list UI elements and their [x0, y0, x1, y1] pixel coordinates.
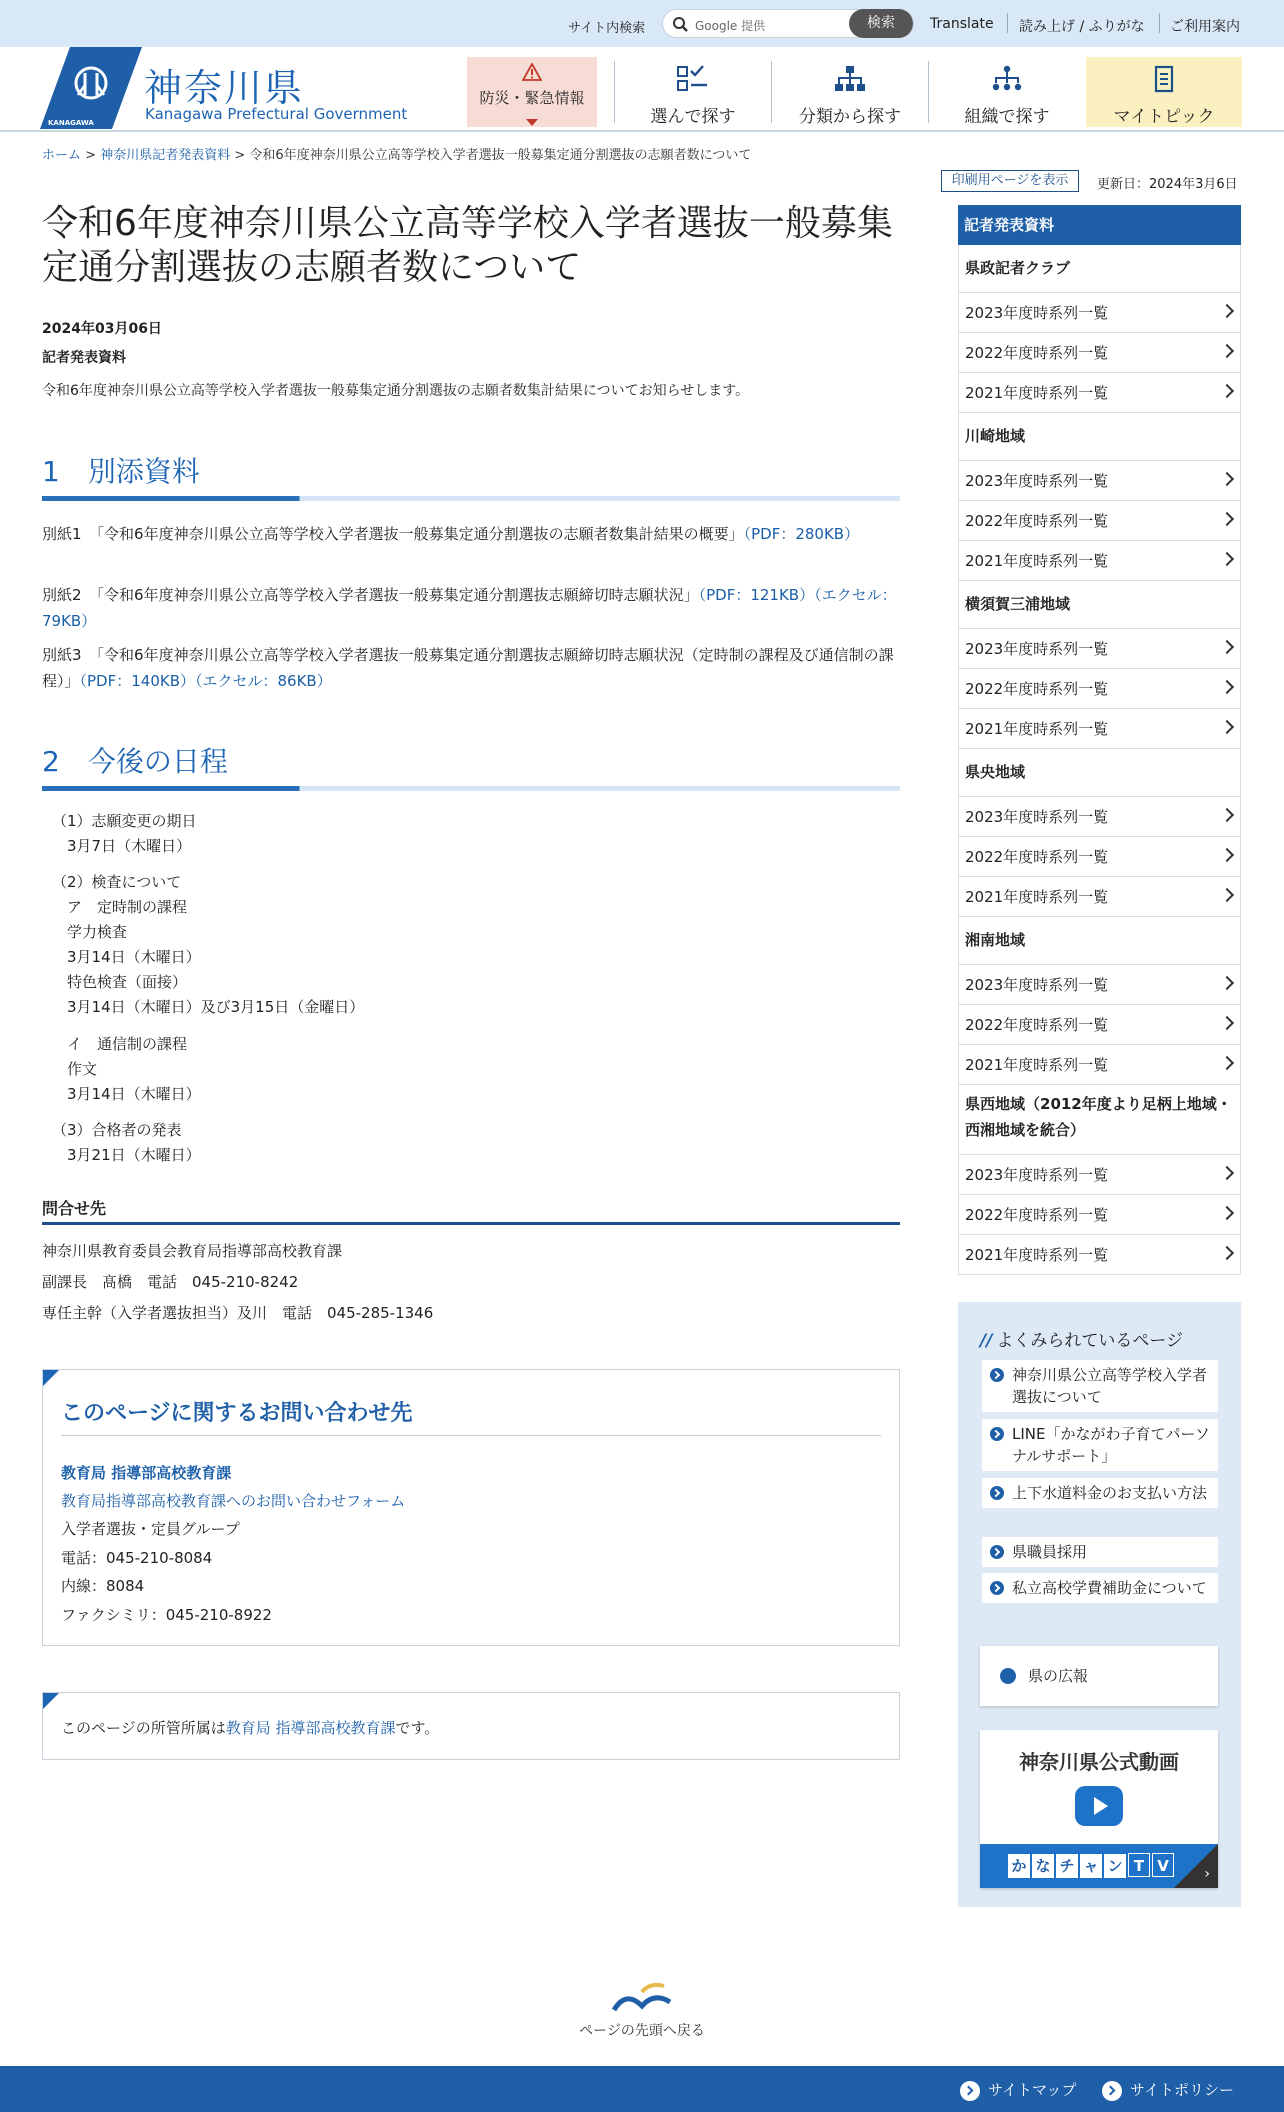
attachment-label: 別紙2 「令和6年度神奈川県公立高等学校入学者選抜一般募集定通分割選抜志願締切時志願状況」 [42, 586, 699, 604]
attachment-item [42, 521, 900, 547]
owner-text [61, 1717, 439, 1738]
nav-label: 組織で探す [964, 107, 1050, 127]
play-icon [1075, 1786, 1123, 1826]
logo-subtitle: Kanagawa Prefectural Government [145, 105, 408, 123]
contact-heading-text: 問合せ先 [42, 1199, 107, 1218]
sidebar-item-label: 2022年度時系列一覧 [965, 848, 1109, 866]
sidebar-item-label: 2021年度時系列一覧 [965, 552, 1109, 570]
translate-link[interactable]: Translate [930, 16, 994, 32]
breadcrumb-separator: > [230, 148, 250, 163]
sidebar-item-label: 2022年度時系列一覧 [965, 680, 1109, 698]
schedule-line: 作文 [52, 1060, 98, 1078]
popular-title [980, 1326, 1183, 1351]
schedule-line: 3月21日（木曜日） [52, 1146, 201, 1164]
chevron-right-icon [1220, 848, 1234, 862]
inquiry-tel: 電話：045-210-8084 [61, 1549, 213, 1567]
sidebar-item[interactable] [958, 1195, 1241, 1235]
kanachan-tv-char: ャ [1080, 1854, 1102, 1878]
chevron-right-icon [1220, 640, 1234, 654]
breadcrumb-parent[interactable]: 神奈川県記者発表資料 [100, 148, 231, 163]
sidebar-item-label: 2023年度時系列一覧 [965, 1166, 1109, 1184]
sidebar-item[interactable] [958, 333, 1241, 373]
popular-item[interactable] [982, 1478, 1218, 1508]
popular-item-label: 私立高校学費補助金について [1012, 1579, 1207, 1597]
schedule-line: 3月14日（木曜日） [52, 1085, 201, 1103]
footer-link-label: サイトマップ [988, 2081, 1077, 2099]
section-heading-text: 1 別添資料 [42, 455, 200, 488]
sidebar-item-label: 2021年度時系列一覧 [965, 1056, 1109, 1074]
kanagawa-logo[interactable] [40, 47, 142, 133]
sidebar-item[interactable] [958, 501, 1241, 541]
chevron-right-icon [1220, 1056, 1234, 1070]
owner-suffix: です。 [395, 1719, 440, 1737]
attachment-label: 別紙1 「令和6年度神奈川県公立高等学校入学者選抜一般募集定通分割選抜の志願者数集計結果の概要」 [42, 525, 744, 543]
popular-item-label: 上下水道料金のお支払い方法 [1012, 1484, 1208, 1502]
sidebar-item-label: 2021年度時系列一覧 [965, 888, 1109, 906]
sidebar-item-label: 2023年度時系列一覧 [965, 640, 1109, 658]
search-placeholder: Google 提供 [695, 19, 766, 33]
chevron-right-icon [1220, 304, 1234, 318]
hierarchy-icon [834, 65, 866, 93]
video-title: 神奈川県公式動画 [1019, 1750, 1179, 1774]
site-search-label: サイト内検索 [568, 21, 646, 36]
breadcrumb-current: 令和6年度神奈川県公立高等学校入学者選抜一般募集定通分割選抜の志願者数について [249, 148, 752, 163]
inquiry-title: このページに関するお問い合わせ先 [61, 1401, 413, 1426]
sidebar-press-releases [958, 205, 1241, 1275]
sidebar-item-label: 2021年度時系列一覧 [965, 1246, 1109, 1264]
excel-link[interactable]: （エクセル：79KB） [42, 586, 897, 630]
chevron-right-icon [1220, 808, 1234, 822]
logo-badge: KANAGAWA [48, 119, 94, 127]
read-aloud-link[interactable]: 読み上げ / ふりがな [1019, 19, 1145, 35]
owner-prefix: このページの所管所属は [61, 1719, 226, 1737]
inquiry-group: 入学者選抜・定員グループ [61, 1520, 240, 1538]
sidebar-group-heading[interactable]: 県政記者クラブ [958, 245, 1241, 293]
chevron-right-icon [1220, 384, 1234, 398]
chevron-circle-icon [990, 1427, 1004, 1441]
koho-label: 県の広報 [1028, 1667, 1089, 1685]
footer-link-label: サイトポリシー [1130, 2081, 1234, 2099]
breadcrumb-home[interactable]: ホーム [42, 148, 82, 163]
kanachan-tv-logo [1008, 1853, 1176, 1879]
contact-line: 神奈川県教育委員会教育局指導部高校教育課 [42, 1242, 343, 1260]
owner-box [42, 1692, 900, 1760]
heading-underline [42, 496, 900, 501]
contact-line: 副課長 髙橋 電話 045-210-8242 [42, 1273, 299, 1291]
schedule-block [52, 809, 197, 859]
schedule-block [52, 870, 364, 1020]
popular-item[interactable] [982, 1419, 1218, 1471]
chevron-circle-icon [990, 1581, 1004, 1595]
nav-my-topic[interactable] [1086, 57, 1242, 127]
print-page-button[interactable]: 印刷用ページを表示 [941, 170, 1079, 192]
chevron-right-icon [1220, 344, 1234, 358]
schedule-line: （2）検査について [52, 873, 182, 891]
schedule-line: （3）合格者の発表 [52, 1121, 182, 1139]
seagull-icon [612, 1980, 672, 2014]
checklist-icon [677, 65, 709, 93]
corner-flag [1174, 1844, 1218, 1888]
schedule-line: （1）志願変更の期日 [52, 812, 197, 830]
chevron-right-icon [1220, 1246, 1234, 1260]
inquiry-box [42, 1369, 900, 1646]
kanachan-tv-char: か [1008, 1854, 1030, 1878]
contact-line: 専任主幹（入学者選抜担当）及川 電話 045-285-1346 [42, 1304, 434, 1322]
page-title-line: 定通分割選抜の志願者数について [42, 247, 582, 288]
arrow-right-icon: › [1204, 1866, 1210, 1882]
kanachan-tv-char: ン [1104, 1854, 1126, 1878]
sidebar-item[interactable] [958, 1235, 1241, 1275]
section-heading-schedule [42, 740, 900, 780]
sidebar-item[interactable] [958, 629, 1241, 669]
footer-sitemap-link[interactable] [960, 2079, 1076, 2101]
schedule-line: 学力検査 [52, 923, 128, 941]
inquiry-extension: 内線：8084 [61, 1577, 145, 1595]
sidebar-item[interactable] [958, 541, 1241, 581]
pdf-link[interactable]: （PDF：121KB） [698, 586, 815, 604]
sidebar-item[interactable] [958, 461, 1241, 501]
sidebar-item[interactable] [958, 797, 1241, 837]
page-title [42, 202, 893, 290]
sidebar-group-heading[interactable]: 横須賀三浦地域 [958, 581, 1241, 629]
chevron-right-icon [1220, 1016, 1234, 1030]
double-slash-icon: // [980, 1331, 993, 1351]
footer-site-policy-link[interactable] [1102, 2079, 1234, 2101]
chevron-circle-icon [990, 1545, 1004, 1559]
box-corner [43, 1693, 59, 1709]
contact-heading [42, 1196, 900, 1219]
nav-label: マイトピック [1113, 107, 1215, 127]
divider [61, 1435, 881, 1436]
chevron-circle-icon [960, 2081, 980, 2101]
nav-disaster-info[interactable] [467, 57, 597, 127]
official-video-banner[interactable] [980, 1730, 1218, 1888]
kanachan-tv-char: T [1128, 1853, 1150, 1877]
schedule-block [52, 1032, 201, 1107]
article-category: 記者発表資料 [42, 350, 126, 366]
schedule-line: 3月14日（木曜日） [52, 948, 201, 966]
heading-underline [42, 1222, 900, 1225]
search-icon [672, 16, 689, 33]
sidebar-groups [958, 245, 1241, 1275]
usage-guide-link[interactable]: ご利用案内 [1170, 19, 1240, 35]
chevron-right-icon [1220, 552, 1234, 566]
chevron-right-icon [1220, 1206, 1234, 1220]
schedule-line: 特色検査（面接） [52, 973, 188, 991]
pdf-link[interactable]: （PDF：280KB） [743, 525, 860, 543]
chevron-right-icon [1220, 472, 1234, 486]
prefectural-pr-link[interactable] [980, 1646, 1218, 1706]
breadcrumb-separator: > [81, 148, 101, 163]
nav-category-search[interactable] [772, 57, 928, 127]
sidebar-item[interactable] [958, 877, 1241, 917]
nav-organization-search[interactable] [929, 57, 1085, 127]
sidebar-group-heading[interactable]: 県西地域（2012年度より足柄上地域・西湘地域を統合） [958, 1085, 1241, 1155]
sidebar-item[interactable] [958, 837, 1241, 877]
popular-item[interactable] [982, 1360, 1218, 1412]
attachment-item [42, 642, 900, 694]
attachment-label: 別紙3 「令和6年度神奈川県公立高等学校入学者選抜一般募集定通分割選抜志願締切時志願状況（定時制の課程及び通信制の課程）」 [42, 646, 894, 690]
article-lead: 令和6年度神奈川県公立高等学校入学者選抜一般募集定通分割選抜の志願者数集計結果についてお知らせします。 [42, 383, 750, 399]
schedule-line: 3月14日（木曜日）及び3月15日（金曜日） [52, 998, 365, 1016]
notepad-icon [1150, 65, 1178, 93]
sidebar-item[interactable] [958, 293, 1241, 333]
sidebar-group-heading[interactable]: 川崎地域 [958, 413, 1241, 461]
chevron-right-icon [1220, 680, 1234, 694]
chevron-circle-icon [990, 1368, 1004, 1382]
nav-choose-search[interactable] [615, 57, 771, 127]
back-to-top-label: ページの先頭へ戻る [579, 2023, 705, 2039]
popular-item-label: 神奈川県公立高等学校入学者選抜について [1012, 1366, 1208, 1406]
excel-link[interactable]: （エクセル：86KB） [195, 672, 332, 690]
schedule-block [52, 1118, 201, 1168]
kanachan-tv-char: な [1032, 1854, 1054, 1878]
sidebar-item-label: 2023年度時系列一覧 [965, 472, 1109, 490]
sidebar-item-label: 2021年度時系列一覧 [965, 720, 1109, 738]
sidebar-item-label: 2021年度時系列一覧 [965, 384, 1109, 402]
sidebar-group-heading[interactable]: 湘南地域 [958, 917, 1241, 965]
sidebar-item-label: 2023年度時系列一覧 [965, 976, 1109, 994]
box-corner [43, 1370, 59, 1386]
chevron-circle-icon [1000, 1668, 1016, 1684]
popular-item-label: LINE「かながわ子育てパーソナルサポート」 [1012, 1425, 1210, 1465]
inquiry-form-link[interactable]: 教育局指導部高校教育課へのお問い合わせフォーム [61, 1492, 406, 1510]
sidebar-item-label: 2022年度時系列一覧 [965, 344, 1109, 362]
nav-label: 選んで探す [650, 107, 736, 127]
sidebar-item-label: 2023年度時系列一覧 [965, 808, 1109, 826]
sidebar-item-label: 2023年度時系列一覧 [965, 304, 1109, 322]
sidebar-item-label: 2022年度時系列一覧 [965, 512, 1109, 530]
sidebar-item[interactable] [958, 669, 1241, 709]
popular-item[interactable] [982, 1537, 1218, 1567]
popular-title-text: よくみられているページ [996, 1331, 1184, 1351]
chevron-right-icon [1220, 512, 1234, 526]
chevron-right-icon [1220, 720, 1234, 734]
divider [1159, 13, 1160, 33]
schedule-line: 3月7日（木曜日） [52, 837, 192, 855]
logo-title[interactable]: 神奈川県 [144, 66, 305, 110]
chevron-circle-icon [990, 1486, 1004, 1500]
attachment-item [42, 582, 900, 634]
page-title-line: 令和6年度神奈川県公立高等学校入学者選抜一般募集 [42, 203, 893, 244]
schedule-line: イ 通信制の課程 [52, 1035, 188, 1053]
logo-mark-icon [40, 47, 142, 129]
chevron-right-icon [1220, 888, 1234, 902]
popular-item[interactable] [982, 1573, 1218, 1603]
organization-icon [991, 65, 1023, 93]
section-heading-text: 2 今後の日程 [42, 745, 228, 778]
department-link[interactable]: 教育局 指導部高校教育課 [61, 1464, 232, 1482]
nav-label: 防災・緊急情報 [479, 89, 585, 107]
search-button[interactable]: 検索 [849, 9, 913, 38]
sidebar-item[interactable] [958, 965, 1241, 1005]
inquiry-fax: ファクシミリ：045-210-8922 [61, 1606, 272, 1624]
site-footer [0, 2066, 1284, 2112]
heading-underline [42, 786, 900, 791]
section-heading-attachments [42, 450, 900, 490]
sidebar-item[interactable] [958, 373, 1241, 413]
utility-bar [0, 0, 1284, 47]
schedule-line: ア 定時制の課程 [52, 898, 188, 916]
popular-item-label: 県職員採用 [1012, 1543, 1088, 1561]
sidebar-item[interactable] [958, 1045, 1241, 1085]
pdf-link[interactable]: （PDF：140KB） [79, 672, 195, 690]
article-date: 2024年03月06日 [42, 321, 162, 337]
site-header [0, 47, 1284, 132]
sidebar-item[interactable] [958, 1155, 1241, 1195]
sidebar-group-heading[interactable]: 県央地域 [958, 749, 1241, 797]
chevron-right-icon [1220, 976, 1234, 990]
owner-department-link[interactable]: 教育局 指導部高校教育課 [225, 1719, 396, 1737]
caret-down-icon [526, 119, 538, 126]
kanachan-tv-char: チ [1056, 1854, 1078, 1878]
popular-pages-panel [958, 1302, 1241, 1907]
nav-label: 分類から探す [799, 107, 901, 127]
chevron-right-icon [1220, 1166, 1234, 1180]
sidebar-item[interactable] [958, 709, 1241, 749]
divider [1007, 13, 1008, 33]
kanachan-tv-bar [980, 1844, 1218, 1888]
updated-date: 更新日：2024年3月6日 [1097, 177, 1238, 192]
sidebar-item-label: 2022年度時系列一覧 [965, 1206, 1109, 1224]
breadcrumb [42, 144, 751, 163]
sidebar-item-label: 2022年度時系列一覧 [965, 1016, 1109, 1034]
sidebar-item[interactable] [958, 1005, 1241, 1045]
kanachan-tv-char: V [1152, 1853, 1174, 1877]
warning-icon [522, 63, 542, 81]
chevron-circle-icon [1102, 2081, 1122, 2101]
sidebar-heading[interactable]: 記者発表資料 [958, 205, 1241, 245]
back-to-top[interactable] [562, 1980, 722, 2040]
